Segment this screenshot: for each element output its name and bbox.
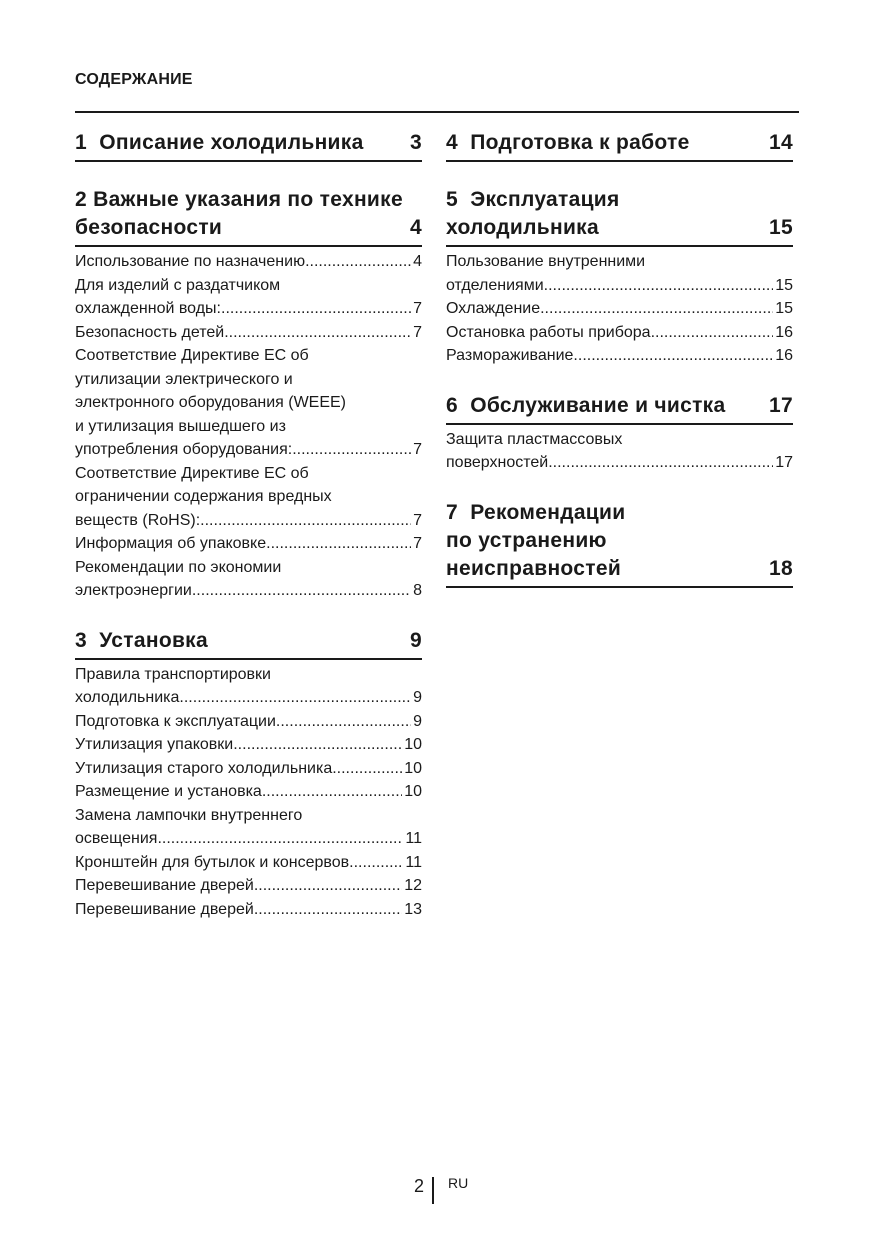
entry-text: Размораживание xyxy=(446,347,574,364)
toc-entry[interactable] xyxy=(75,780,422,804)
footer-divider xyxy=(432,1177,434,1204)
toc-entry[interactable] xyxy=(75,710,422,734)
entry-page: 7 xyxy=(413,511,422,529)
toc-entry[interactable] xyxy=(75,532,422,556)
dot-leader xyxy=(254,874,402,898)
entry-text: Остановка работы прибора xyxy=(446,323,651,341)
toc-section xyxy=(75,627,422,922)
dot-leader xyxy=(332,757,402,781)
heading-page: 4 xyxy=(410,216,422,239)
heading-line xyxy=(75,129,422,157)
entry-line xyxy=(75,274,422,298)
entry-page: 12 xyxy=(404,877,422,894)
entry-text: Для изделий с раздатчиком xyxy=(75,276,281,294)
entry-line xyxy=(75,344,422,368)
entry-line xyxy=(446,250,793,274)
heading-title: 6 Обслуживание и чистка xyxy=(446,393,726,417)
page-number: 2 xyxy=(414,1176,425,1196)
dot-leader xyxy=(349,851,403,875)
entry-line xyxy=(446,274,793,298)
heading-title: по устранению xyxy=(446,528,607,552)
entry-page: 7 xyxy=(413,441,422,458)
heading-page: 18 xyxy=(769,556,793,580)
entry-line xyxy=(75,532,422,556)
entry-text: Соответствие Директиве ЕС об xyxy=(75,464,309,482)
entry-text: Рекомендации по экономии xyxy=(75,558,282,576)
dot-leader xyxy=(192,579,411,603)
entry-text: Размещение и установка xyxy=(75,783,262,800)
toc-entry[interactable] xyxy=(75,556,422,603)
entry-text: электроэнергии xyxy=(75,582,192,599)
entry-line xyxy=(75,733,422,757)
entry-text: Использование по назначению xyxy=(75,253,306,270)
entry-page: 7 xyxy=(413,300,422,317)
entry-page: 11 xyxy=(405,853,422,871)
entry-text: веществ (RoHS): xyxy=(75,511,201,529)
entry-line xyxy=(75,851,422,875)
section-heading[interactable] xyxy=(446,186,793,247)
entry-line xyxy=(446,297,793,321)
toc-section xyxy=(75,186,422,603)
entry-text: Правила транспортировки xyxy=(75,665,271,683)
entry-line xyxy=(75,663,422,687)
entry-page: 16 xyxy=(775,347,793,364)
entry-line xyxy=(75,250,422,274)
heading-title: холодильника xyxy=(446,216,599,239)
heading-title: 5 Эксплуатация xyxy=(446,188,620,211)
toc-section xyxy=(75,129,422,162)
heading-title: неисправностей xyxy=(446,556,622,580)
entry-line xyxy=(75,780,422,804)
entry-line xyxy=(75,462,422,486)
heading-line xyxy=(75,214,422,242)
entry-text: освещения xyxy=(75,830,158,847)
entry-line xyxy=(75,804,422,828)
entry-line xyxy=(446,428,793,452)
entry-text: Охлаждение xyxy=(446,300,541,317)
toc-entry[interactable] xyxy=(446,344,793,368)
toc-entry[interactable] xyxy=(446,428,793,475)
dot-leader xyxy=(266,532,411,556)
entry-text: поверхностей xyxy=(446,454,549,471)
entry-text: Перевешивание дверей xyxy=(75,877,254,894)
entry-text: Информация об упаковке xyxy=(75,535,267,552)
heading-title: 1 Описание холодильника xyxy=(75,131,364,154)
toc-entry[interactable] xyxy=(446,321,793,345)
entry-line xyxy=(75,485,422,509)
toc-entry[interactable] xyxy=(75,898,422,922)
toc-entry[interactable] xyxy=(446,250,793,297)
entry-page: 9 xyxy=(413,689,422,706)
section-heading[interactable] xyxy=(75,186,422,247)
entry-page: 10 xyxy=(404,759,422,777)
heading-page: 3 xyxy=(410,131,422,154)
entry-page: 13 xyxy=(404,900,422,918)
entry-page: 15 xyxy=(775,276,793,294)
entry-line xyxy=(75,438,422,462)
entry-line xyxy=(446,344,793,368)
entry-text: Пользование внутренними xyxy=(446,253,646,270)
entry-text: Перевешивание дверей xyxy=(75,900,254,918)
entry-page: 17 xyxy=(775,454,793,471)
heading-line xyxy=(446,214,793,242)
entry-line xyxy=(75,827,422,851)
dot-leader xyxy=(305,250,411,274)
entry-text: утилизации электрического и xyxy=(75,370,293,388)
heading-line xyxy=(446,392,793,420)
dot-leader xyxy=(292,438,411,462)
entry-page: 7 xyxy=(413,323,422,341)
dot-leader xyxy=(200,509,411,533)
entry-page: 10 xyxy=(404,783,422,800)
entry-text: Утилизация упаковки xyxy=(75,736,234,753)
heading-title: 4 Подготовка к работе xyxy=(446,131,690,154)
dot-leader xyxy=(573,344,773,368)
dot-leader xyxy=(540,297,773,321)
dot-leader xyxy=(224,321,411,345)
heading-line xyxy=(75,627,422,655)
toc-entry[interactable] xyxy=(75,851,422,875)
dot-leader xyxy=(233,733,402,757)
entry-line xyxy=(75,686,422,710)
entry-page: 4 xyxy=(413,253,422,270)
section-heading[interactable] xyxy=(446,129,793,162)
entry-text: Защита пластмассовых xyxy=(446,430,623,448)
entry-text: употребления оборудования: xyxy=(75,441,293,458)
toc-entry[interactable] xyxy=(75,757,422,781)
heading-line xyxy=(446,129,793,157)
toc-entry[interactable] xyxy=(75,462,422,533)
entry-text: Подготовка к эксплуатации xyxy=(75,712,276,730)
section-heading[interactable] xyxy=(446,499,793,588)
section-heading[interactable] xyxy=(75,627,422,660)
heading-line xyxy=(446,186,793,214)
toc-entry[interactable] xyxy=(75,733,422,757)
dot-leader xyxy=(254,898,402,922)
toc-entry[interactable] xyxy=(75,321,422,345)
entry-text: холодильника xyxy=(75,689,180,706)
entry-line xyxy=(75,415,422,439)
entry-text: отделениями xyxy=(446,276,544,294)
toc-entry[interactable] xyxy=(75,663,422,710)
dot-leader xyxy=(157,827,403,851)
toc-entry[interactable] xyxy=(75,874,422,898)
entry-page: 11 xyxy=(405,830,422,847)
entry-text: Утилизация старого холодильника xyxy=(75,759,333,777)
entry-page: 7 xyxy=(413,535,422,552)
entry-line xyxy=(75,757,422,781)
toc-section xyxy=(446,499,793,588)
toc-entry[interactable] xyxy=(75,344,422,462)
dot-leader xyxy=(651,321,774,345)
toc-section xyxy=(446,129,793,162)
toc-entry[interactable] xyxy=(446,297,793,321)
entry-text: и утилизация вышедшего из xyxy=(75,417,286,435)
toc-entry[interactable] xyxy=(75,274,422,321)
entry-line xyxy=(75,710,422,734)
heading-title: 3 Установка xyxy=(75,628,208,652)
entry-text: ограничении содержания вредных xyxy=(75,488,332,505)
section-heading[interactable] xyxy=(75,129,422,162)
entry-text: Кронштейн для бутылок и консервов xyxy=(75,853,350,871)
entry-page: 15 xyxy=(775,300,793,317)
dot-leader xyxy=(548,451,773,475)
dot-leader xyxy=(544,274,774,298)
entry-text: охлажденной воды: xyxy=(75,300,221,317)
entry-line xyxy=(75,556,422,580)
entry-page: 9 xyxy=(413,712,422,730)
dot-leader xyxy=(262,780,402,804)
entry-page: 16 xyxy=(775,323,793,341)
entry-line xyxy=(75,297,422,321)
toc-column-right xyxy=(446,129,793,612)
entry-text: Безопасность детей xyxy=(75,323,225,341)
entry-line xyxy=(75,579,422,603)
entry-line xyxy=(75,898,422,922)
dot-leader xyxy=(179,686,411,710)
entry-line xyxy=(446,451,793,475)
toc-section xyxy=(446,392,793,475)
heading-title: безопасности xyxy=(75,216,223,239)
toc-column-left xyxy=(75,129,422,945)
entry-page: 8 xyxy=(413,582,422,599)
entry-line xyxy=(75,874,422,898)
entry-text: Замена лампочки внутреннего xyxy=(75,806,303,824)
heading-title: 2 Важные указания по технике xyxy=(75,188,403,211)
entry-page: 10 xyxy=(404,736,422,753)
dot-leader xyxy=(221,297,411,321)
title-divider xyxy=(75,111,799,113)
entry-line xyxy=(446,321,793,345)
entry-text: электронного оборудования (WEEE) xyxy=(75,394,347,411)
language-code: RU xyxy=(448,1175,469,1191)
entry-line xyxy=(75,509,422,533)
entry-text: Соответствие Директиве ЕС об xyxy=(75,347,309,364)
heading-page: 14 xyxy=(769,131,793,154)
entry-line xyxy=(75,391,422,415)
heading-line xyxy=(75,186,422,214)
toc-section xyxy=(446,186,793,368)
entry-line xyxy=(75,368,422,392)
entry-line xyxy=(75,321,422,345)
heading-line xyxy=(446,555,793,583)
heading-page: 15 xyxy=(769,216,793,239)
toc-entry[interactable] xyxy=(75,804,422,851)
heading-line xyxy=(446,527,793,555)
document-title: СОДЕРЖАНИЕ xyxy=(75,71,193,88)
heading-line xyxy=(446,499,793,527)
dot-leader xyxy=(276,710,411,734)
heading-page: 17 xyxy=(769,393,793,417)
toc-entry[interactable] xyxy=(75,250,422,274)
heading-page: 9 xyxy=(410,628,422,652)
section-heading[interactable] xyxy=(446,392,793,425)
heading-title: 7 Рекомендации xyxy=(446,500,626,524)
